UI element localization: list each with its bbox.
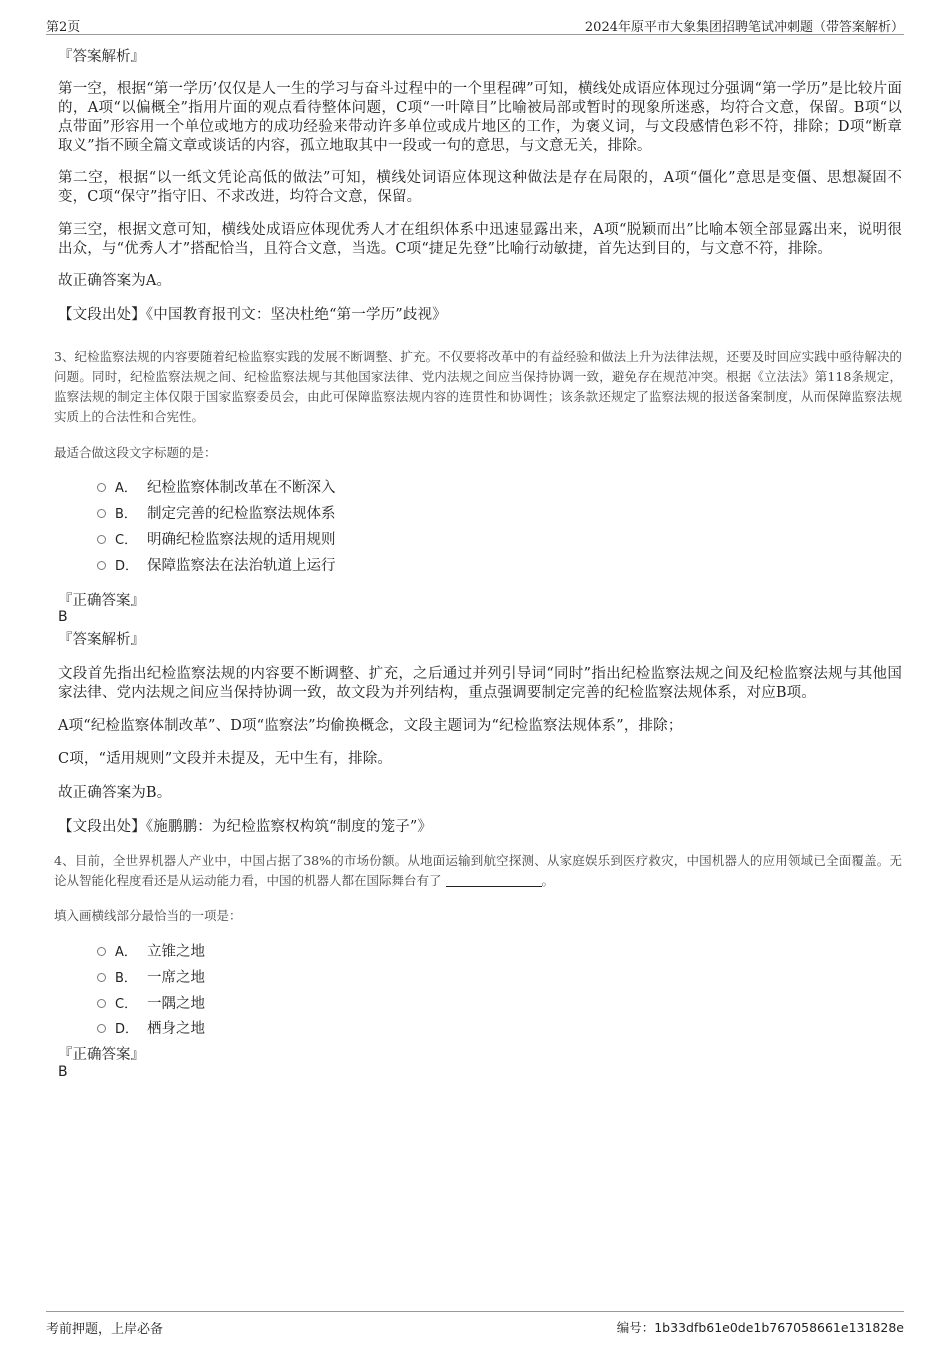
option-text: 栖身之地 (147, 1021, 205, 1037)
option-letter: D． (115, 559, 139, 574)
q3-source: 【文段出处】《施鹏鹏：为纪检监察权构筑“制度的笼子”》 (58, 819, 433, 835)
q4-answer: B (58, 1064, 68, 1080)
q4-option-b[interactable] (97, 969, 205, 988)
page-footer (46, 1311, 904, 1338)
option-text: 制定完善的纪检监察法规体系 (147, 506, 336, 522)
q4-question-end: 。 (541, 873, 555, 888)
q4-option-a[interactable] (97, 943, 205, 962)
q2-conclusion: 故正确答案为A。 (58, 273, 172, 289)
q2-source: 【文段出处】《中国教育报刊文：坚决杜绝“第一学历”歧视》 (58, 307, 447, 323)
q3-option-b[interactable] (97, 505, 336, 524)
option-letter: C． (115, 997, 138, 1012)
option-letter: A． (115, 481, 137, 496)
option-text: 立锥之地 (147, 944, 205, 960)
q3-analysis-label: 『答案解析』 (58, 632, 145, 648)
q2-analysis-p1: 第一空，根据“第一学历’仅仅是人一生的学习与奋斗过程中的一个里程碑”可知，横线处成语应体现过分强调“第一学历”是比较片面的，A项“以偏概全”指用片面的观点看待整体问题，C项“一叶障目”比喻被局部或暂时的现象所迷惑，均符合文意，保留。B项“以点带面”形容用一个单位或地方的成功经验来带动许多单位或成片地区的工作，为褒义词，与文段感情色彩不符，排除；D项“断章取义”指不顾全篇文章或谈话的内容，孤立地取其中一段或一句的意思，与文意无关，排除。 (58, 81, 902, 154)
option-text: 保障监察法在法治轨道上运行 (147, 558, 336, 574)
option-text: 一隅之地 (147, 996, 205, 1012)
radio-icon[interactable] (97, 973, 106, 982)
option-letter: A． (115, 945, 137, 960)
q3-conclusion: 故正确答案为B。 (58, 785, 172, 801)
q4-option-d[interactable] (97, 1020, 205, 1039)
fill-blank-line (446, 874, 542, 887)
q3-prompt: 最适合做这段文字标题的是： (54, 445, 217, 460)
q2-analysis-p2: 第二空，根据“以一纸文凭论高低的做法”可知，横线处词语应体现这种做法是存在局限的，A项“僵化”意思是变僵、思想凝固不变，C项“保守”指守旧、不求改进，均符合文意，保留。 (58, 170, 902, 205)
q4-answer-label: 『正确答案』 (58, 1047, 145, 1063)
document-serial: 编号：1b33dfb61e0de1b767058661e131828e (616, 1320, 904, 1335)
radio-icon[interactable] (97, 561, 106, 570)
option-letter: D． (115, 1022, 139, 1037)
radio-icon[interactable] (97, 535, 106, 544)
q3-question-text: 3、纪检监察法规的内容要随着纪检监察实践的发展不断调整、扩充。不仅要将改革中的有益经验和做法上升为法律法规，还要及时回应实践中亟待解决的问题。同时，纪检监察法规之间、纪检监察法规与其他国家法律、党内法规之间应当保持协调一致，避免存在规范冲突。根据《立法法》第118条规定，监察法规的制定主体仅限于国家监察委员会，由此可保障监察法规内容的连贯性和协调性；该条款还规定了监察法规的报送备案制度，从而保障监察法规实质上的合法性和合宪性。 (54, 349, 902, 424)
radio-icon[interactable] (97, 999, 106, 1008)
option-text: 一席之地 (147, 970, 205, 986)
q2-analysis-label: 『答案解析』 (58, 49, 145, 65)
q3-option-a[interactable] (97, 479, 336, 498)
q3-analysis-p3: C项，“适用规则”文段并未提及，无中生有，排除。 (58, 751, 393, 767)
q4-question-text (54, 851, 902, 891)
page-header (46, 14, 904, 35)
option-letter: B． (115, 971, 137, 986)
q4-prompt: 填入画横线部分最恰当的一项是： (54, 908, 242, 923)
q3-analysis-p1: 文段首先指出纪检监察法规的内容要不断调整、扩充，之后通过并列引导词“同时”指出纪检监察法规之间及纪检监察法规与其他国家法律、党内法规之间应当保持协调一致，故文段为并列结构，重点强调要制定完善的纪检监察法规体系，对应B项。 (58, 666, 902, 701)
q3-answer-label: 『正确答案』 (58, 593, 145, 609)
q3-analysis-p2: A项“纪检监察体制改革”、D项“监察法”均偷换概念，文段主题词为“纪检监察法规体系”，排除； (58, 718, 683, 734)
q4-question-body: 4、目前，全世界机器人产业中，中国占据了38%的市场份额。从地面运输到航空探测、从家庭娱乐到医疗救灾，中国机器人的应用领域已全面覆盖。无论从智能化程度看还是从运动能力看，中国的机器人都在国际舞台有了 (54, 853, 902, 888)
option-text: 明确纪检监察法规的适用规则 (147, 532, 336, 548)
q3-answer: B (58, 609, 68, 625)
q3-option-d[interactable] (97, 557, 336, 576)
q4-option-c[interactable] (97, 995, 205, 1014)
option-text: 纪检监察体制改革在不断深入 (147, 480, 336, 496)
radio-icon[interactable] (97, 947, 106, 956)
option-letter: C． (115, 533, 138, 548)
radio-icon[interactable] (97, 509, 106, 518)
footer-slogan: 考前押题，上岸必备 (46, 1322, 164, 1337)
page-number: 第2页 (46, 20, 81, 35)
option-letter: B． (115, 507, 137, 522)
radio-icon[interactable] (97, 483, 106, 492)
q3-option-c[interactable] (97, 531, 336, 550)
document-title: 2024年原平市大象集团招聘笔试冲刺题（带答案解析） (584, 20, 904, 35)
radio-icon[interactable] (97, 1024, 106, 1033)
q2-analysis-p3: 第三空，根据文意可知，横线处成语应体现优秀人才在组织体系中迅速显露出来，A项“脱颖而出”比喻本领全部显露出来，说明很出众，与“优秀人才”搭配恰当，且符合文意，当选。C项“捷足先登”比喻行动敏捷，首先达到目的，与文意不符，排除。 (58, 222, 902, 257)
